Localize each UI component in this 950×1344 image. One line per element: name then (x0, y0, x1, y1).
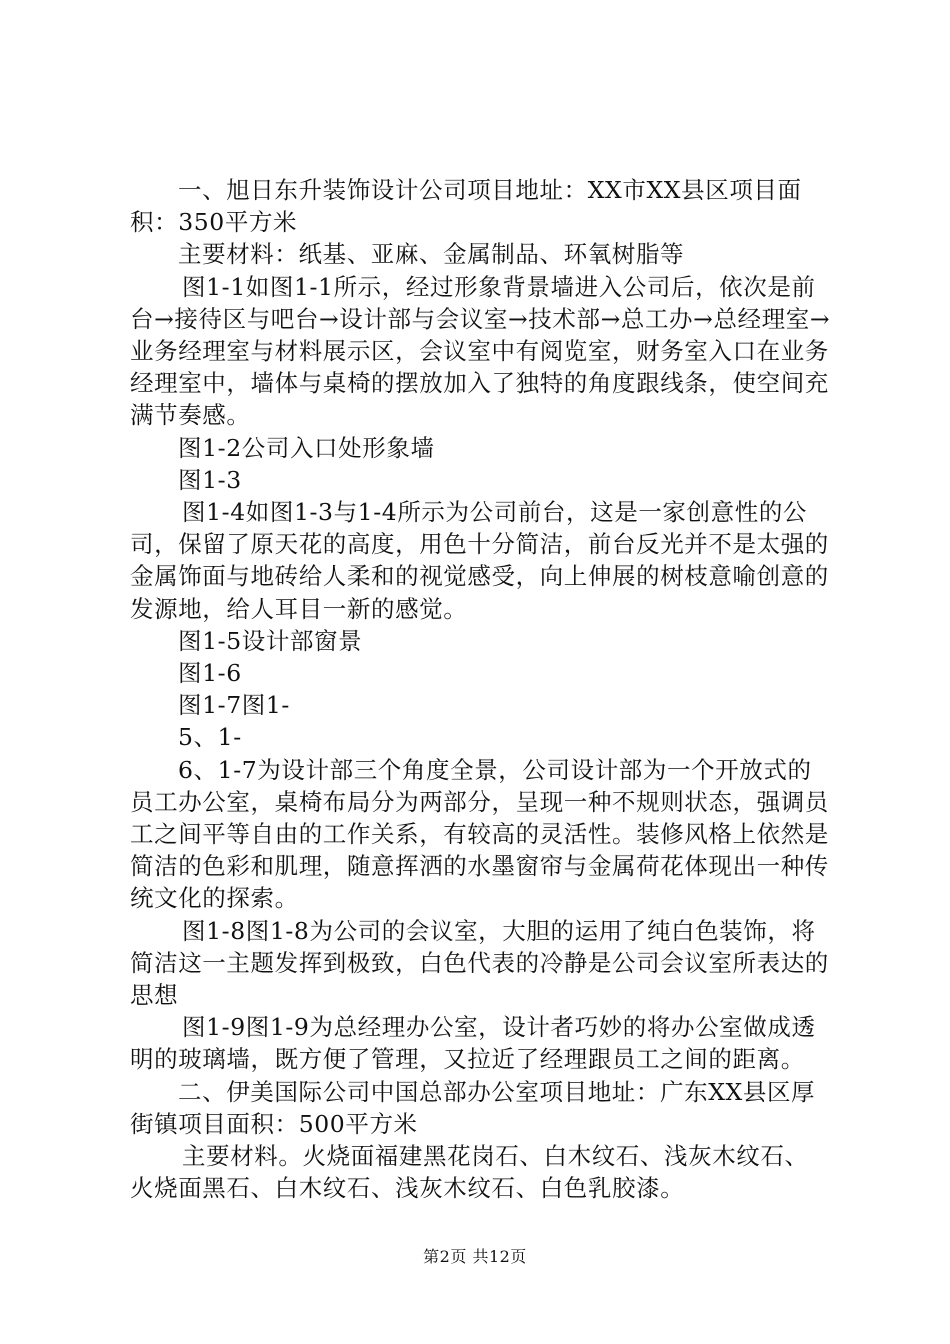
paragraph-item-5: 5、1- (178, 723, 242, 752)
paragraph-figure-1-5: 图1-5设计部窗景 (178, 626, 363, 655)
paragraph-figure-1-3: 图1-3 (178, 465, 242, 494)
paragraph-figure-1-6: 图1-6 (178, 659, 242, 688)
paragraph-figure-1-4: 图1-4如图1-3与1-4所示为公司前台，这是一家创意性的公司，保留了原天花的高度，用色十分简洁，前台反光并不是太强的金属饰面与地砖给人柔和的视觉感受，向上伸展的树枝意喻创意的发源地，给人耳目一新的感觉。 (130, 498, 829, 623)
paragraph-item-6: 6、1-7为设计部三个角度全景，公司设计部为一个开放式的员工办公室，桌椅布局分为两部分，呈现一种不规则状态，强调员工之间平等自由的工作关系，有较高的灵活性。装修风格上依然是简洁的色彩和肌理，随意挥洒的水墨窗帘与金属荷花体现出一种传统文化的探索。 (130, 755, 829, 913)
paragraph-materials-2: 主要材料。火烧面福建黑花岗石、白木纹石、浅灰木纹石、火烧面黑石、白木纹石、浅灰木纹石、白色乳胶漆。 (130, 1142, 809, 1203)
paragraph-figure-1-8: 图1-8图1-8为公司的会议室，大胆的运用了纯白色装饰，将简洁这一主题发挥到极致，白色代表的冷静是公司会议室所表达的思想 (130, 916, 829, 1010)
paragraph-section-2-heading: 二、伊美国际公司中国总部办公室项目地址：广东XX县区厚街镇项目面积：500平方米 (130, 1077, 816, 1138)
paragraph-materials-1: 主要材料：纸基、亚麻、金属制品、环氧树脂等 (178, 240, 685, 269)
paragraph-figure-1-9: 图1-9图1-9为总经理办公室，设计者巧妙的将办公室做成透明的玻璃墙，既方便了管理，又拉近了经理跟员工之间的距离。 (130, 1013, 816, 1074)
paragraph-figure-1-1: 图1-1如图1-1所示，经过形象背景墙进入公司后，依次是前台→接待区与吧台→设计部与会议室→技术部→总工办→总经理室→业务经理室与材料展示区，会议室中有阅览室，财务室入口在业务经理室中，墙体与桌椅的摆放加入了独特的角度跟线条，使空间充满节奏感。 (130, 272, 831, 430)
document-body (130, 174, 832, 1205)
paragraph-figure-1-7: 图1-7图1- (178, 691, 290, 720)
paragraph-section-1-heading: 一、旭日东升装饰设计公司项目地址：XX市XX县区项目面积：350平方米 (130, 176, 802, 237)
page-number-footer: 第2页 共12页 (423, 1247, 527, 1266)
paragraph-figure-1-2: 图1-2公司入口处形象墙 (178, 433, 435, 462)
